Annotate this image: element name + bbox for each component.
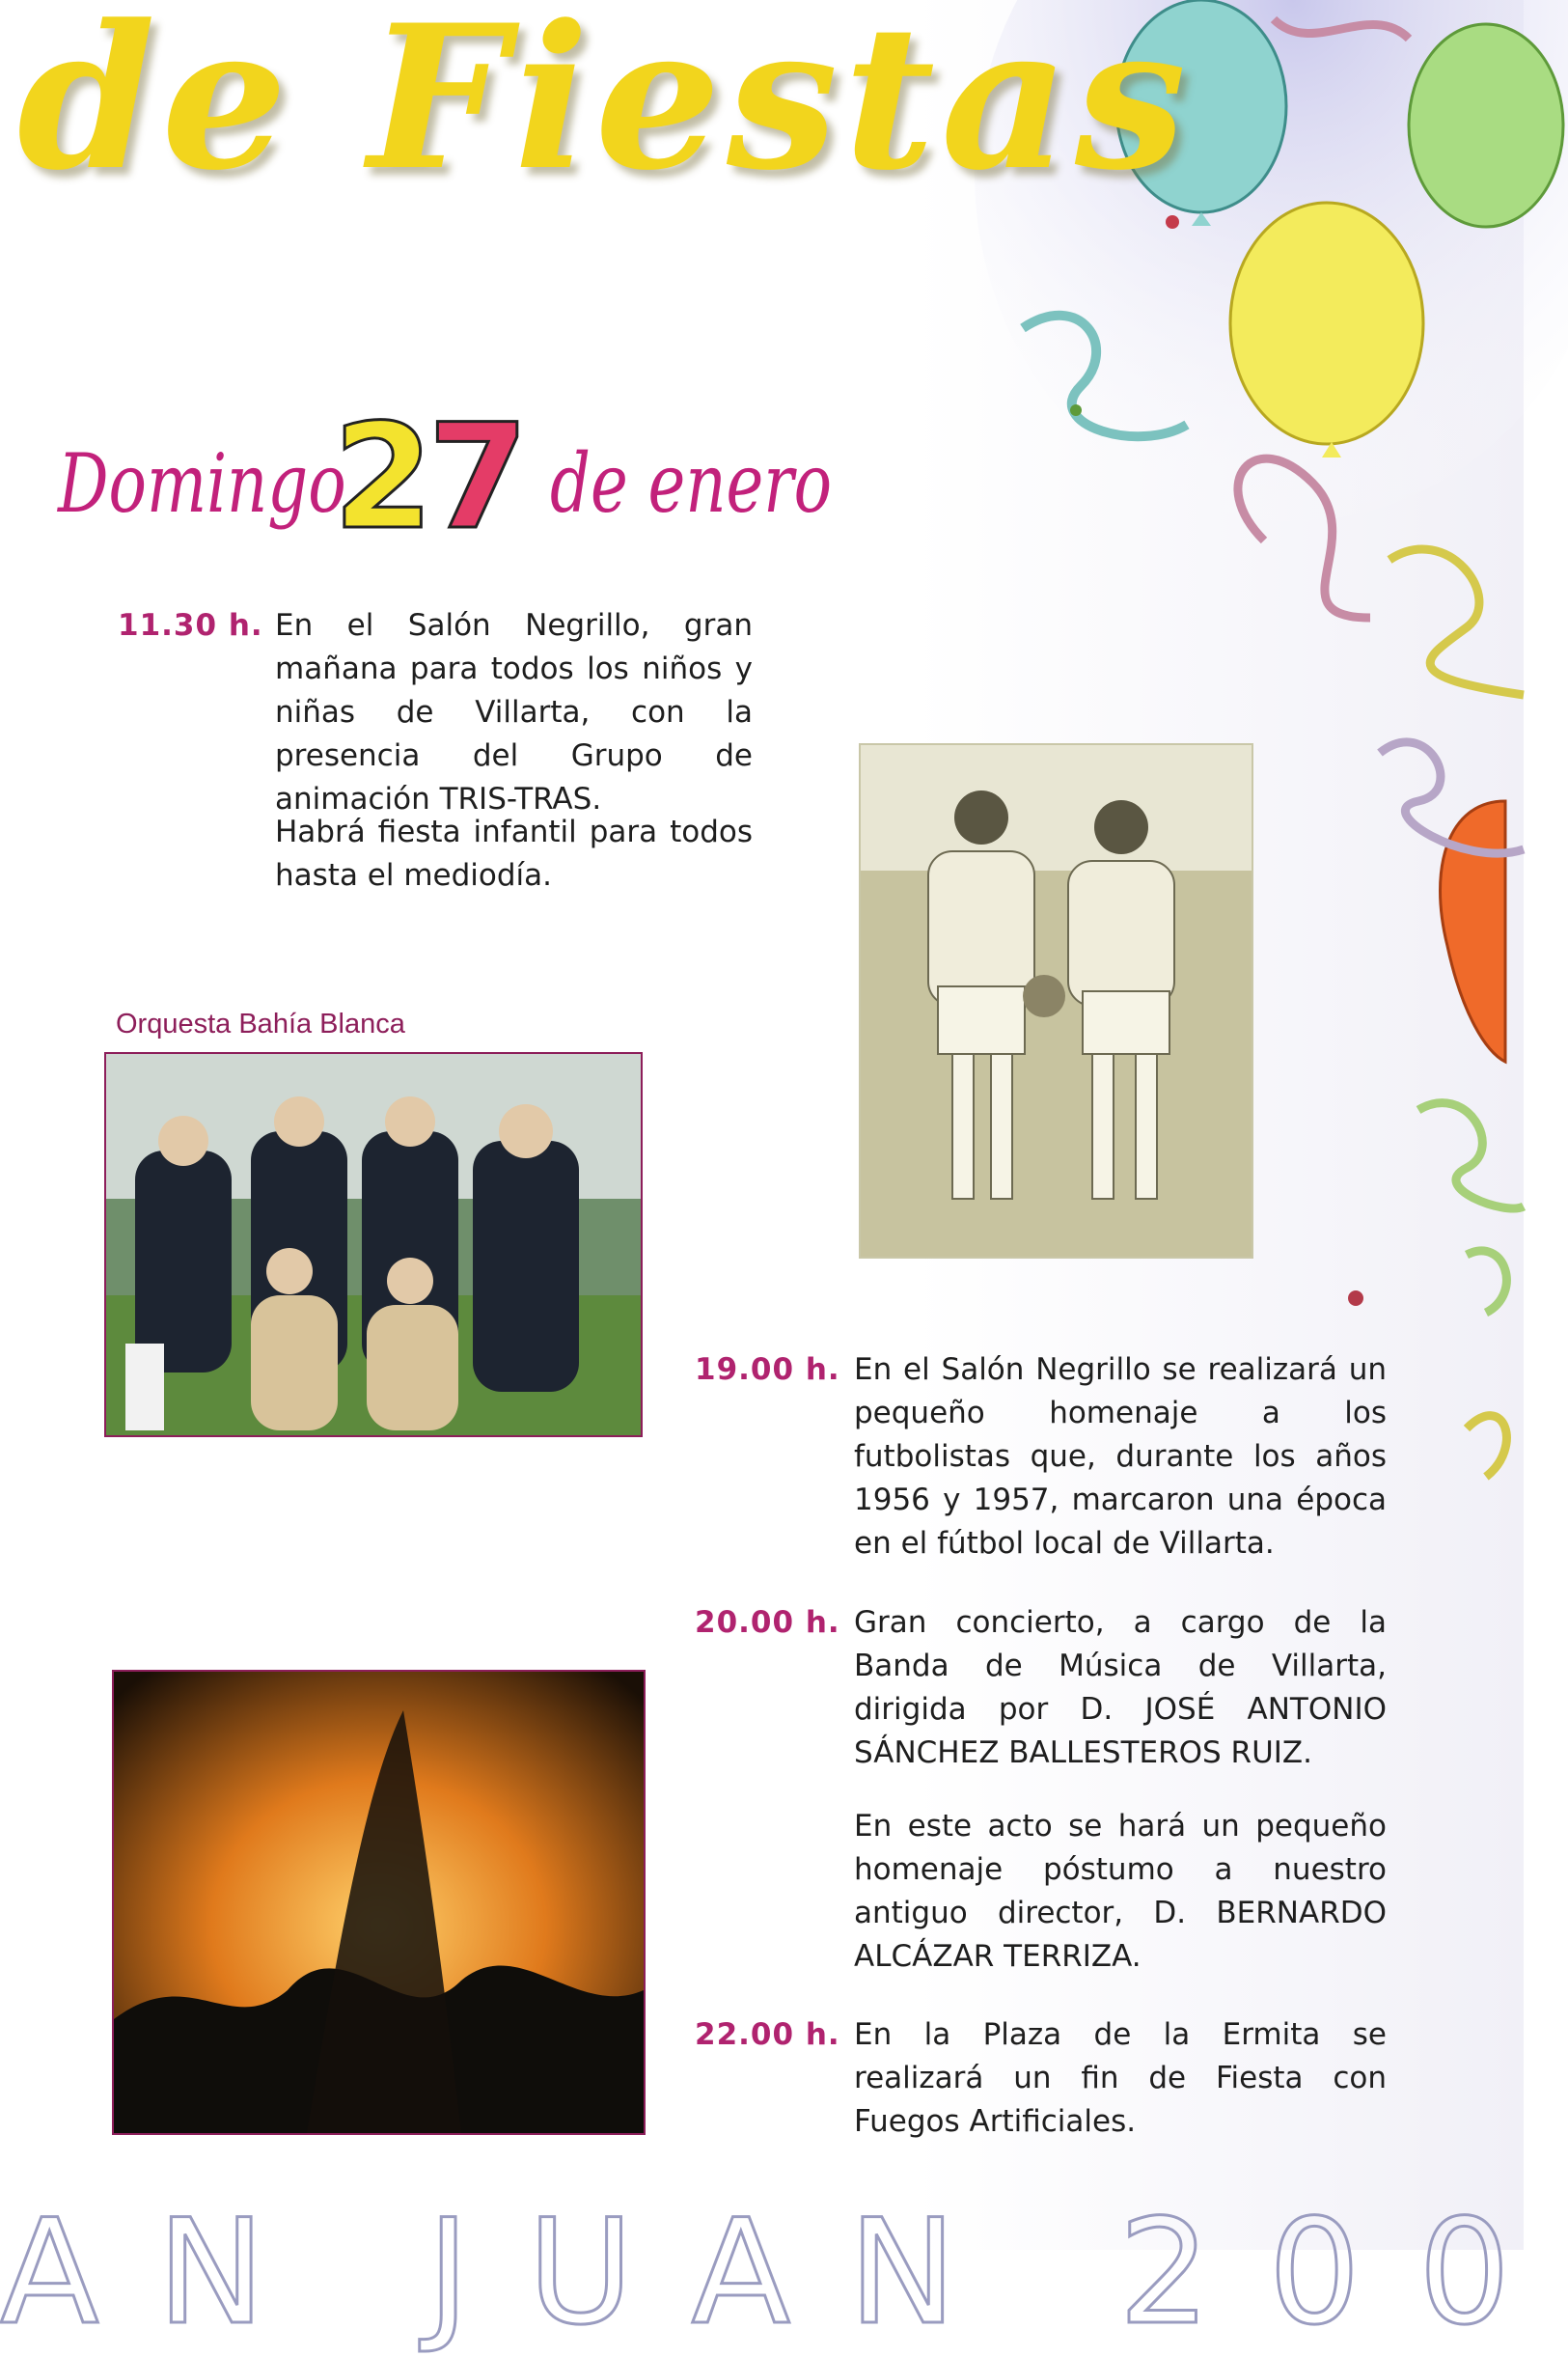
entry-paragraph: Gran concierto, a cargo de la Banda de Música de Villarta, dirigida por D. JOSÉ ANTONIO SÁNCHEZ BALLESTEROS RUIZ. <box>854 1605 1387 1770</box>
streamer <box>1467 1416 1506 1477</box>
entry-time: 19.00 h. <box>695 1352 840 1387</box>
entry-time: 20.00 h. <box>695 1605 840 1640</box>
entry-time: 22.00 h. <box>695 2017 840 2052</box>
entry-paragraph: Habrá fiesta infantil para todos hasta el mediodía. <box>275 815 753 893</box>
day-digit-2: 7 <box>427 394 529 562</box>
streamer <box>1389 549 1524 695</box>
entry-paragraph: En la Plaza de la Ermita se realizará un fin de Fiesta con Fuegos Artificiales. <box>854 2017 1387 2139</box>
date-heading <box>58 394 849 562</box>
page-title: de Fiestas <box>17 0 1193 214</box>
orchestra-caption: Orquesta Bahía Blanca <box>116 1009 405 1040</box>
entry-time: 11.30 h. <box>118 608 263 643</box>
entry-paragraph: En este acto se hará un pequeño homenaje póstumo a nuestro antiguo director, D. BERNARDO ALCÁZAR TERRIZA. <box>854 1809 1387 1974</box>
orchestra-photo <box>104 1052 643 1437</box>
streamer <box>1467 1251 1506 1313</box>
footballers-photo <box>859 743 1253 1259</box>
date-day-balloons <box>333 394 529 562</box>
bonfire-photo <box>112 1670 646 2135</box>
yellow-balloon <box>1230 203 1423 444</box>
date-month: de enero <box>550 436 833 531</box>
date-weekday: Domingo, <box>58 436 367 531</box>
day-digit-1: 2 <box>333 394 434 562</box>
entry-paragraph: En el Salón Negrillo se realizará un pequeño homenaje a los futbolistas que, durante los años 1956 y 1957, marcaron una época en el fútbol local de Villarta. <box>854 1352 1387 1561</box>
streamer <box>1418 1103 1524 1208</box>
entry-paragraph: En el Salón Negrillo, gran mañana para todos los niños y niñas de Villarta, con la presencia del Grupo de animación TRIS-TRAS. <box>275 608 753 817</box>
green-balloon <box>1409 24 1563 227</box>
footer-banner: AN JUAN 200 <box>0 2189 1568 2357</box>
